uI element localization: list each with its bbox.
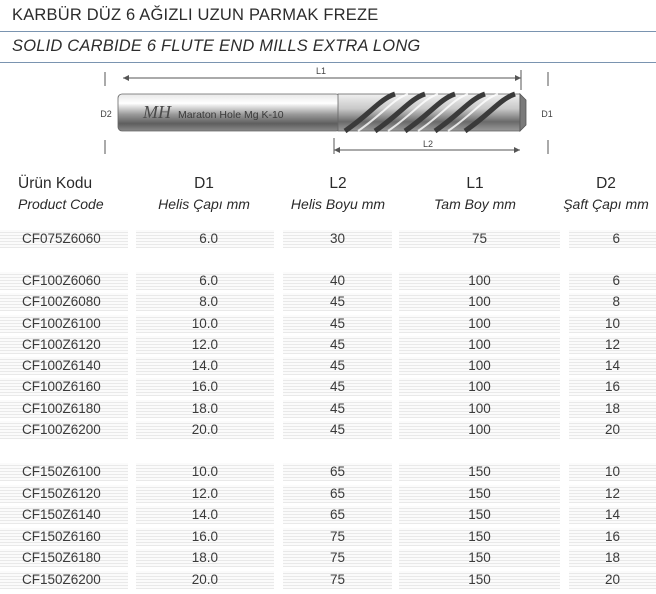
l2-cell: 45 xyxy=(283,336,392,354)
l1-cell: 100 xyxy=(399,315,560,333)
column-title: Ürün Kodu xyxy=(18,175,93,192)
table-row xyxy=(0,272,656,290)
d2-cell: 14 xyxy=(569,506,656,524)
table-row xyxy=(0,230,656,248)
dimension-label-d1: D1 xyxy=(541,109,553,119)
d2-cell: 14 xyxy=(569,357,656,375)
l2-cell: 45 xyxy=(283,400,392,418)
l2-cell: 65 xyxy=(283,485,392,503)
d1-cell: 16.0 xyxy=(136,378,274,396)
d1-cell: 20.0 xyxy=(136,571,274,589)
table-row xyxy=(0,571,656,589)
column-subtitle: Helis Çapı mm xyxy=(158,196,250,212)
d2-cell: 18 xyxy=(569,400,656,418)
table-row xyxy=(0,463,656,481)
l1-cell: 150 xyxy=(399,463,560,481)
table-row xyxy=(0,549,656,567)
subtitle-divider xyxy=(0,62,656,63)
end-mill-drawing xyxy=(0,64,656,160)
l2-cell: 75 xyxy=(283,571,392,589)
product-code-cell: CF100Z6120 xyxy=(0,336,128,354)
table-row xyxy=(0,400,656,418)
table-row xyxy=(0,485,656,503)
d1-cell: 18.0 xyxy=(136,549,274,567)
column-subtitle: Product Code xyxy=(18,196,104,212)
l1-cell: 100 xyxy=(399,378,560,396)
column-title: D1 xyxy=(194,175,214,192)
d1-cell: 6.0 xyxy=(136,230,274,248)
d2-cell: 18 xyxy=(569,549,656,567)
d2-cell: 8 xyxy=(569,293,656,311)
d2-cell: 10 xyxy=(569,315,656,333)
d1-cell: 20.0 xyxy=(136,421,274,439)
d2-cell: 10 xyxy=(569,463,656,481)
l1-cell: 75 xyxy=(399,230,560,248)
dimension-label-l1: L1 xyxy=(315,66,327,76)
l2-cell: 45 xyxy=(283,315,392,333)
l2-cell: 45 xyxy=(283,293,392,311)
l2-cell: 65 xyxy=(283,463,392,481)
product-code-cell: CF100Z6160 xyxy=(0,378,128,396)
l1-cell: 150 xyxy=(399,506,560,524)
column-subtitle: Helis Boyu mm xyxy=(290,196,386,212)
product-code-cell: CF150Z6120 xyxy=(0,485,128,503)
product-code-cell: CF150Z6200 xyxy=(0,571,128,589)
product-code-cell: CF100Z6200 xyxy=(0,421,128,439)
l2-cell: 45 xyxy=(283,378,392,396)
d1-cell: 12.0 xyxy=(136,336,274,354)
dimension-label-d2: D2 xyxy=(100,109,112,119)
table-row xyxy=(0,315,656,333)
column-header-d2 xyxy=(556,174,656,214)
l1-cell: 150 xyxy=(399,549,560,567)
l2-cell: 30 xyxy=(283,230,392,248)
product-code-cell: CF100Z6140 xyxy=(0,357,128,375)
d1-cell: 10.0 xyxy=(136,463,274,481)
column-header-l2 xyxy=(282,174,394,214)
maraton-logo: MH xyxy=(143,102,171,122)
column-subtitle: Tam Boy mm xyxy=(434,196,516,212)
column-title: L1 xyxy=(466,175,484,192)
table-row xyxy=(0,378,656,396)
d1-cell: 18.0 xyxy=(136,400,274,418)
l1-cell: 150 xyxy=(399,528,560,546)
table-row xyxy=(0,506,656,524)
l1-cell: 100 xyxy=(399,293,560,311)
dimension-label-l2: L2 xyxy=(422,139,434,149)
l1-cell: 100 xyxy=(399,272,560,290)
column-header-product-code xyxy=(18,174,138,214)
table-row xyxy=(0,421,656,439)
d1-cell: 6.0 xyxy=(136,272,274,290)
l1-cell: 100 xyxy=(399,357,560,375)
d1-cell: 14.0 xyxy=(136,506,274,524)
d2-cell: 20 xyxy=(569,571,656,589)
table-row xyxy=(0,357,656,375)
d2-cell: 6 xyxy=(569,272,656,290)
l2-cell: 75 xyxy=(283,528,392,546)
d2-cell: 6 xyxy=(569,230,656,248)
product-code-cell: CF150Z6100 xyxy=(0,463,128,481)
l1-cell: 150 xyxy=(399,485,560,503)
l2-cell: 75 xyxy=(283,549,392,567)
d2-cell: 12 xyxy=(569,336,656,354)
d2-cell: 20 xyxy=(569,421,656,439)
l2-cell: 40 xyxy=(283,272,392,290)
column-header-d1 xyxy=(140,174,268,214)
d1-cell: 8.0 xyxy=(136,293,274,311)
d1-cell: 10.0 xyxy=(136,315,274,333)
table-row xyxy=(0,336,656,354)
column-subtitle: Şaft Çapı mm xyxy=(563,196,649,212)
l2-cell: 45 xyxy=(283,421,392,439)
product-code-cell: CF100Z6060 xyxy=(0,272,128,290)
column-title: D2 xyxy=(596,175,616,192)
tool-flutes xyxy=(338,94,526,131)
product-code-cell: CF150Z6180 xyxy=(0,549,128,567)
tool-engraving: Maraton Hole Mg K-10 xyxy=(178,109,284,121)
d2-cell: 16 xyxy=(569,528,656,546)
l2-cell: 65 xyxy=(283,506,392,524)
l1-cell: 100 xyxy=(399,421,560,439)
product-code-cell: CF150Z6160 xyxy=(0,528,128,546)
product-code-cell: CF075Z6060 xyxy=(0,230,128,248)
product-code-cell: CF100Z6080 xyxy=(0,293,128,311)
table-row xyxy=(0,528,656,546)
table-row xyxy=(0,293,656,311)
d1-cell: 16.0 xyxy=(136,528,274,546)
column-title: L2 xyxy=(329,175,347,192)
d1-cell: 12.0 xyxy=(136,485,274,503)
l1-cell: 150 xyxy=(399,571,560,589)
product-code-cell: CF100Z6180 xyxy=(0,400,128,418)
d1-cell: 14.0 xyxy=(136,357,274,375)
l1-cell: 100 xyxy=(399,400,560,418)
page-title-english: SOLID CARBIDE 6 FLUTE END MILLS EXTRA LONG xyxy=(12,37,421,55)
title-divider xyxy=(0,31,656,32)
product-code-cell: CF150Z6140 xyxy=(0,506,128,524)
l2-cell: 45 xyxy=(283,357,392,375)
column-header-l1 xyxy=(415,174,535,214)
d2-cell: 16 xyxy=(569,378,656,396)
page-title-turkish: KARBÜR DÜZ 6 AĞIZLI UZUN PARMAK FREZE xyxy=(12,6,379,24)
l1-cell: 100 xyxy=(399,336,560,354)
d2-cell: 12 xyxy=(569,485,656,503)
product-code-cell: CF100Z6100 xyxy=(0,315,128,333)
